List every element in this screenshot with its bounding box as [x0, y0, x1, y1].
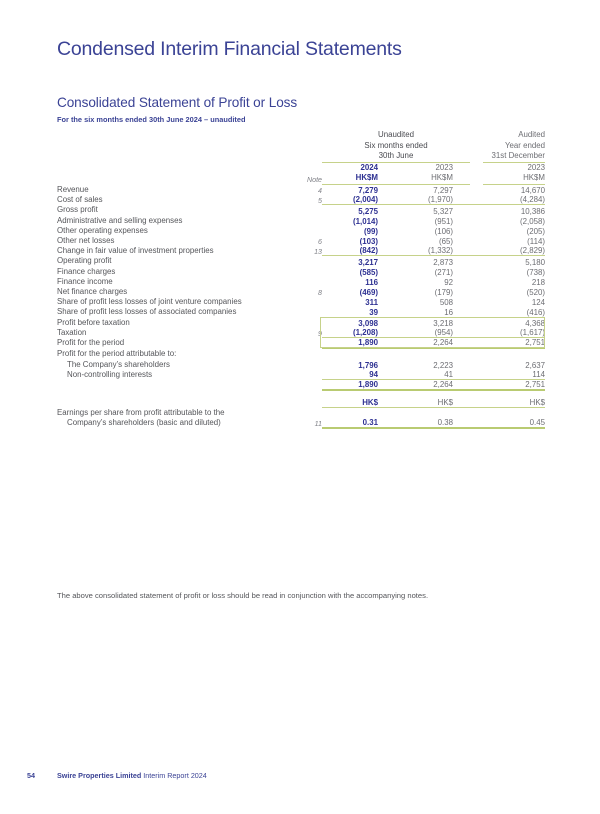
row-note [285, 360, 322, 370]
header-col3 [483, 163, 545, 185]
row-label: Cost of sales [57, 194, 103, 204]
row-note [285, 338, 322, 348]
table-row [57, 360, 545, 370]
row-label: Other operating expenses [57, 225, 148, 235]
row-value-2023: 2,264 [433, 338, 454, 348]
row-label: Operating profit [57, 256, 112, 266]
eps-value-fy2023: 0.45 [529, 418, 546, 428]
table-header-year-row [57, 163, 545, 185]
row-note: 4 [318, 186, 322, 195]
header-audited-line2: Year ended [504, 140, 546, 150]
row-value-fy2023: 4,368 [525, 318, 546, 328]
row-value-fy2023: 14,670 [520, 185, 546, 195]
row-note [285, 297, 322, 307]
row-value-fy2023: (416) [526, 307, 546, 317]
row-note: 5 [318, 196, 322, 205]
row-label: Taxation [57, 327, 87, 337]
table-row [57, 297, 545, 307]
row-value-fy2023: (738) [526, 267, 546, 277]
row-label: Revenue [57, 184, 89, 194]
row-value-2023: (951) [434, 216, 454, 226]
header-unaudited-line3: 30th June [378, 151, 414, 160]
row-value-fy2023: 2,751 [525, 338, 546, 348]
currency-unit-row [57, 398, 545, 408]
row-label: Profit before taxation [57, 317, 130, 327]
row-value-2024: 5,275 [358, 206, 378, 216]
header-col2-year: 2023 [435, 162, 454, 172]
header-col1-year: 2024 [360, 162, 378, 172]
row-value-2024: 39 [369, 307, 378, 317]
row-label: Share of profit less losses of associated companies [57, 307, 237, 316]
row-value-fy2023: (114) [527, 236, 546, 246]
row-value-2024: 1,890 [358, 338, 378, 348]
row-value-fy2023: 10,386 [520, 206, 546, 216]
row-value-fy2023: 218 [531, 277, 546, 287]
header-unaudited-line1: Unaudited [378, 130, 414, 139]
table-row [57, 349, 545, 359]
currency-2023: HK$ [437, 398, 454, 408]
row-value-2024: 7,279 [358, 185, 378, 195]
row-value-2024: (1,014) [352, 216, 378, 226]
row-value-2024: (469) [359, 287, 378, 297]
header-col1-unit: HK$M [355, 173, 378, 183]
row-note [285, 226, 322, 236]
row-label: Other net losses [57, 235, 115, 245]
row-value-2023: 41 [444, 370, 454, 380]
header-group-audited [483, 130, 545, 162]
row-value-2023: 16 [444, 307, 454, 317]
row-label: Change in fair value of investment properties [57, 245, 214, 255]
row-label: Gross profit [57, 205, 98, 215]
eps-label [57, 408, 285, 428]
row-value-2023: 2,264 [433, 380, 454, 390]
row-note: 9 [318, 329, 322, 338]
table-row [57, 226, 545, 236]
row-label: Profit for the period attributable to: [57, 349, 177, 359]
row-value-2024: (1,208) [352, 328, 378, 338]
row-value-2023: 5,327 [433, 206, 454, 216]
row-label: Non-controlling interests [67, 369, 153, 379]
row-value-2024: (842) [359, 246, 378, 256]
row-label: Share of profit less losses of joint venture companies [57, 296, 242, 306]
page-title: Condensed Interim Financial Statements [57, 38, 402, 60]
header-col1 [322, 163, 398, 185]
row-value-fy2023: 5,180 [525, 257, 546, 267]
row-value-fy2023: 114 [532, 370, 546, 380]
row-label [57, 380, 285, 390]
row-value-2023: 508 [439, 298, 454, 307]
page-footer [57, 771, 207, 780]
row-note [285, 277, 322, 287]
eps-value-2024: 0.31 [362, 418, 378, 428]
row-label: The Company’s shareholders [67, 359, 170, 369]
row-note [285, 380, 322, 390]
row-label: Finance income [57, 276, 113, 286]
table-footnote: The above consolidated statement of profit or loss should be read in conjunction with the accompanying notes. [57, 591, 429, 600]
currency-row-label [57, 398, 285, 408]
row-note [285, 267, 322, 277]
row-value-fy2023 [483, 349, 545, 359]
row-value-2023: 92 [444, 277, 454, 287]
row-value-fy2023: 2,751 [525, 380, 546, 390]
rule-below-eps [57, 428, 545, 429]
table-row [57, 236, 545, 246]
rule-full-thick [322, 428, 545, 429]
eps-note: 11 [314, 420, 322, 429]
table-row [57, 370, 545, 380]
page-number: 54 [27, 771, 35, 780]
table-row [57, 277, 545, 287]
table-header-group-row [57, 130, 545, 162]
eps-label-line2: Company’s shareholders (basic and diluted) [67, 418, 221, 428]
row-note [285, 216, 322, 226]
row-value-fy2023: 124 [531, 298, 546, 307]
eps-label-line1: Earnings per share from profit attributable to the [57, 408, 225, 418]
table-row [57, 246, 545, 256]
row-note [285, 205, 322, 215]
row-value-2024: 311 [365, 298, 378, 307]
row-value-2024: 1,890 [358, 380, 378, 390]
row-value-2024: 1,796 [358, 360, 378, 370]
row-value-2023 [398, 349, 470, 359]
currency-row-note [285, 398, 322, 408]
header-group-unaudited [322, 130, 470, 162]
row-value-2024: 94 [369, 370, 378, 380]
row-value-2024: (103) [359, 236, 378, 246]
table-row [57, 205, 545, 215]
section-title: Consolidated Statement of Profit or Loss [57, 95, 298, 110]
row-note: 6 [318, 237, 322, 246]
row-label: Profit for the period [57, 338, 125, 348]
table-row [57, 380, 545, 390]
table-row [57, 267, 545, 277]
header-spacer-note [285, 130, 322, 162]
row-value-2023: 2,873 [433, 257, 454, 267]
row-value-2023: (65) [438, 236, 454, 246]
row-label: Administrative and selling expenses [57, 215, 183, 225]
header-audited-line1: Audited [518, 130, 546, 139]
eps-row [57, 408, 545, 428]
row-note [285, 307, 322, 317]
row-value-fy2023: (2,829) [520, 246, 546, 256]
header-col2 [398, 163, 470, 185]
row-note [285, 370, 322, 380]
profit-or-loss-table [57, 130, 545, 429]
row-value-fy2023: 2,637 [525, 360, 546, 370]
table-row [57, 256, 545, 266]
currency-2024: HK$ [362, 398, 378, 408]
header-gap [470, 130, 483, 162]
header-col3-unit: HK$M [523, 173, 546, 183]
row-value-fy2023: (520) [526, 287, 546, 297]
footer-company-name: Swire Properties Limited [57, 771, 142, 780]
row-value-2024: 3,098 [358, 318, 378, 328]
row-value-2024: (99) [363, 226, 378, 236]
row-value-2024: 116 [365, 277, 378, 287]
row-value-2024: (585) [359, 267, 378, 277]
currency-fy2023: HK$ [529, 398, 546, 408]
row-label: Finance charges [57, 266, 116, 276]
table-row [57, 185, 545, 195]
row-value-2024: (2,004) [352, 195, 378, 205]
row-value-fy2023: (4,284) [520, 195, 546, 205]
row-note [285, 349, 322, 359]
row-value-2023: 2,223 [433, 360, 454, 370]
eps-value-2023: 0.38 [437, 418, 454, 428]
row-note: 8 [318, 288, 322, 297]
row-note [285, 256, 322, 266]
row-value-2023: (1,970) [428, 195, 454, 205]
row-value-2023: (179) [434, 287, 454, 297]
row-note [285, 318, 322, 328]
row-label: Net finance charges [57, 286, 128, 296]
finance-rows-highlight-box [320, 317, 545, 348]
row-value-2023: (271) [434, 267, 454, 277]
row-value-2024: 3,217 [358, 257, 378, 267]
header-spacer [57, 130, 285, 162]
row-value-2023: 7,297 [433, 185, 454, 195]
row-value-2023: (1,332) [428, 246, 454, 256]
header-col3-year: 2023 [527, 162, 546, 172]
section-subtitle: For the six months ended 30th June 2024 – unaudited [57, 115, 246, 124]
row-note: 13 [314, 247, 322, 256]
header-col2-unit: HK$M [431, 173, 454, 183]
row-value-fy2023: (1,617) [520, 328, 546, 338]
row-value-2023: (954) [434, 328, 454, 338]
header-audited-line3: 31st December [491, 151, 546, 160]
row-value-fy2023: (2,058) [520, 216, 546, 226]
row-value-2023: (106) [434, 226, 454, 236]
table-row [57, 216, 545, 226]
table-row [57, 287, 545, 297]
table-row [57, 195, 545, 205]
row-value-fy2023: (205) [526, 226, 546, 236]
header-note-label: Note [307, 176, 322, 185]
row-value-2023: 3,218 [433, 318, 454, 328]
row-value-2024 [322, 349, 398, 359]
footer-report-name: Interim Report 2024 [143, 771, 207, 780]
table-row [57, 307, 545, 317]
spacer-before-eps [57, 391, 545, 398]
header-unaudited-line2: Six months ended [364, 140, 428, 150]
